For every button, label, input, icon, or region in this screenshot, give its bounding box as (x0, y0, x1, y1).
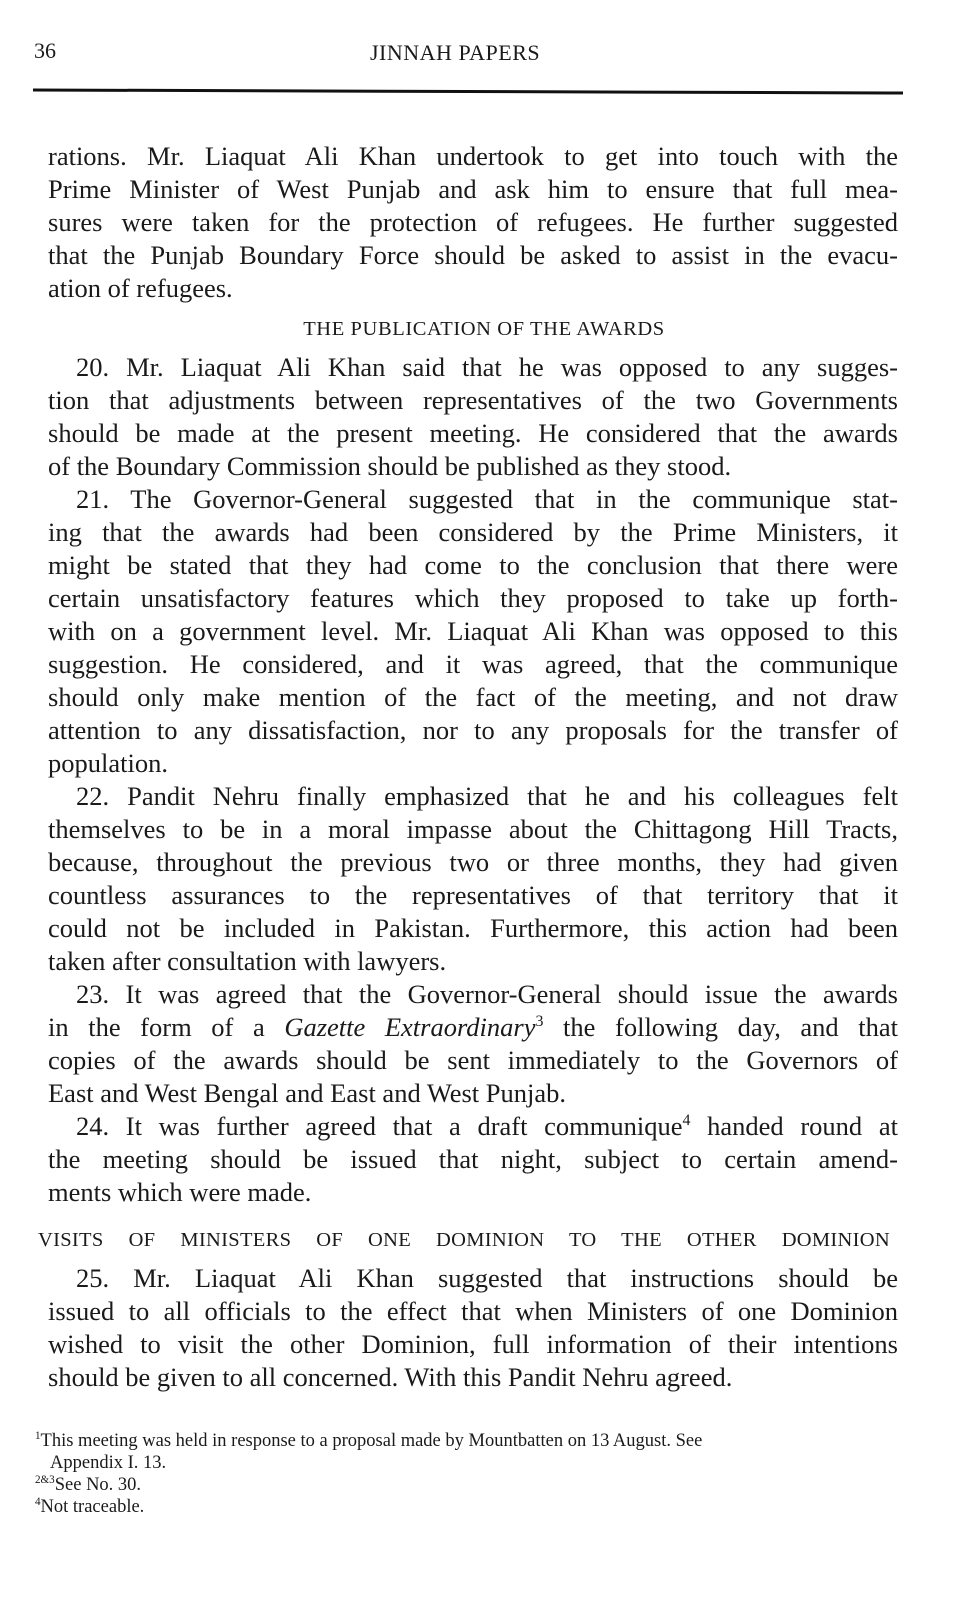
paragraph-20-line: should be made at the present meeting. He considered that the awards (48, 418, 898, 448)
section-heading-publication-of-awards: THE PUBLICATION OF THE AWARDS (303, 318, 665, 340)
paragraph-21-line: should only make mention of the fact of the meeting, and not draw (48, 682, 898, 712)
paragraph-22-line: themselves to be in a moral impasse about the Chittagong Hill Tracts, (48, 814, 898, 844)
footnote-ref-3: 3 (535, 1013, 544, 1031)
text-run: the following day, and that (543, 1012, 899, 1042)
paragraph-24-line: ments which were made. (48, 1177, 312, 1207)
paragraph-23-line: copies of the awards should be sent immediately to the Governors of (48, 1045, 898, 1075)
text-run: handed round at (690, 1111, 898, 1141)
page-number: 36 (34, 38, 56, 63)
text-run: in the form of a (48, 1012, 285, 1042)
paragraph-23-line: East and West Bengal and East and West Punjab. (48, 1078, 567, 1108)
footnote-1 (35, 1430, 702, 1452)
footnote-mark: 4 (35, 1495, 41, 1508)
paragraph-21-line: might be stated that they had come to the conclusion that there were (48, 550, 898, 580)
paragraph-25-line: should be given to all concerned. With this Pandit Nehru agreed. (48, 1362, 733, 1392)
footnote-text: See No. 30. (54, 1475, 142, 1495)
footnote-4 (35, 1496, 144, 1518)
paragraph-24-line (76, 1110, 898, 1143)
paragraph-25-line: issued to all officials to the effect that when Ministers of one Dominion (48, 1296, 898, 1326)
paragraph-21-line: population. (48, 748, 168, 778)
paragraph-21-line: certain unsatisfactory features which they proposed to take up forth- (48, 583, 898, 613)
section-heading-visits-of-ministers: VISITS OF MINISTERS OF ONE DOMINION TO THE OTHER DOMINION (38, 1229, 890, 1251)
paragraph-25-line: wished to visit the other Dominion, full information of their intentions (48, 1329, 898, 1359)
header-rule (33, 88, 903, 94)
paragraph-21-line: with on a government level. Mr. Liaquat Ali Khan was opposed to this (48, 616, 898, 646)
footnote-2-3 (35, 1474, 141, 1496)
footnote-mark: 1 (35, 1429, 41, 1442)
paragraph-22-line: because, throughout the previous two or three months, they had given (48, 847, 898, 877)
paragraph-21-line: 21. The Governor-General suggested that in the communique stat- (76, 484, 898, 514)
paragraph-20-line: tion that adjustments between representatives of the two Governments (48, 385, 898, 415)
text-run: 24. It was further agreed that a draft communique (76, 1111, 683, 1141)
paragraph-23-line (48, 1011, 898, 1044)
paragraph-23-line: 23. It was agreed that the Governor-General should issue the awards (76, 979, 898, 1009)
body-line: sures were taken for the protection of refugees. He further suggested (48, 207, 898, 237)
body-line: ation of refugees. (48, 273, 233, 303)
paragraph-20-line: of the Boundary Commission should be published as they stood. (48, 451, 732, 481)
paragraph-21-line: attention to any dissatisfaction, nor to any proposals for the transfer of (48, 715, 898, 745)
paragraph-24-line: the meeting should be issued that night, subject to certain amend- (48, 1144, 898, 1174)
body-line: rations. Mr. Liaquat Ali Khan undertook to get into touch with the (48, 141, 898, 171)
body-line: Prime Minister of West Punjab and ask him to ensure that full mea- (48, 174, 898, 204)
paragraph-21-line: ing that the awards had been considered by the Prime Ministers, it (48, 517, 898, 547)
paragraph-25-line: 25. Mr. Liaquat Ali Khan suggested that instructions should be (76, 1263, 898, 1293)
paragraph-22-line: countless assurances to the representatives of that territory that it (48, 880, 898, 910)
paragraph-21-line: suggestion. He considered, and it was agreed, that the communique (48, 649, 898, 679)
footnote-text: Not traceable. (40, 1497, 145, 1517)
running-title: JINNAH PAPERS (370, 40, 541, 65)
body-line: that the Punjab Boundary Force should be asked to assist in the evacu- (48, 240, 898, 270)
footnote-mark: 2&3 (35, 1473, 55, 1486)
paragraph-22-line: 22. Pandit Nehru finally emphasized that he and his colleagues felt (76, 781, 898, 811)
footnote-1-continuation: Appendix I. 13. (50, 1453, 167, 1473)
footnote-text: This meeting was held in response to a proposal made by Mountbatten on 13 August. See (40, 1431, 703, 1451)
paragraph-22-line: could not be included in Pakistan. Furthermore, this action had been (48, 913, 898, 943)
footnote-ref-4: 4 (682, 1112, 691, 1130)
paragraph-20-line: 20. Mr. Liaquat Ali Khan said that he was opposed to any sugges- (76, 352, 898, 382)
paragraph-22-line: taken after consultation with lawyers. (48, 946, 447, 976)
gazette-extraordinary-title: Gazette Extraordinary (284, 1012, 536, 1042)
